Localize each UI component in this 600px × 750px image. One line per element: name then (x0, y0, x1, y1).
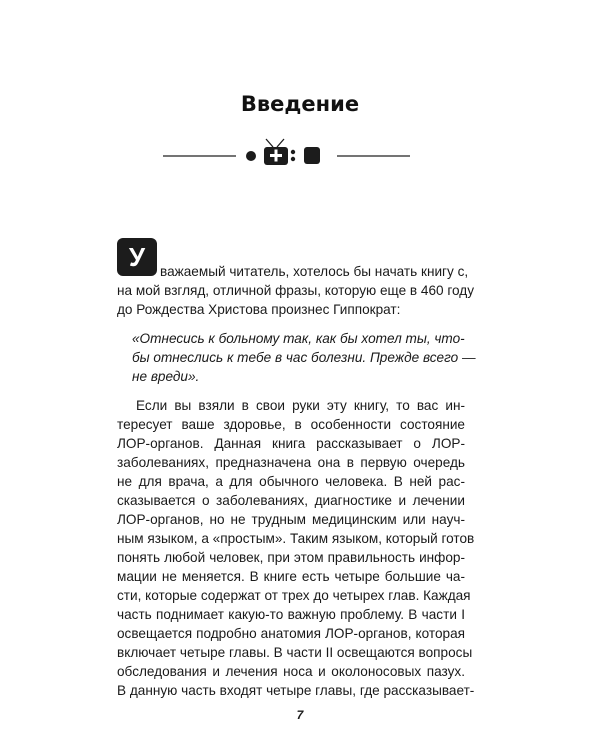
body-line: ным языком, а «простым». Таким языком, который готов (117, 531, 475, 546)
ornament-dot (246, 151, 256, 161)
body-line: часть поднимает какую-то важную проблему. В части I (117, 607, 465, 622)
body-line: тересует ваше здоровье, в особенности состояние (117, 417, 465, 432)
body-line: сказывается о заболеваниях, диагностике и лечении (117, 493, 465, 508)
body-line: освещается подробно анатомия ЛОР-органов, которая (117, 626, 465, 641)
body-line: включает четыре главы. В части II освещаются вопросы (117, 645, 473, 660)
ornament-square (304, 147, 320, 164)
body-line: ЛОР-органов, но не трудным медицинским или науч- (117, 512, 465, 527)
page-number: 7 (296, 708, 304, 722)
body-line: не для врача, а для обычного человека. В ней рас- (117, 474, 465, 489)
body-line: мации не меняется. В книге есть четыре большие ча- (117, 569, 465, 584)
tv-plus-icon (264, 139, 295, 165)
body-line: Если вы взяли в свои руки эту книгу, то вас ин- (136, 398, 465, 413)
body-line: ЛОР-органов. Данная книга рассказывает о ЛОР- (117, 436, 465, 451)
body-line: сти, которые содержат от трех до четырех глав. Каждая (117, 588, 471, 603)
chapter-title: Введение (240, 92, 360, 116)
quote-line: «Отнесись к больному так, как бы хотел ты, что- (132, 331, 465, 346)
chapter-ornament (160, 136, 420, 172)
quote-line: не вреди». (132, 369, 200, 384)
quote-line: бы отнеслись к тебе в час болезни. Прежде всего — (132, 350, 476, 365)
body-line: заболеваниях, предназначена она в первую очередь (117, 455, 465, 470)
drop-cap: У (117, 238, 157, 276)
body-line: В данную часть входят четыре главы, где рассказывает- (117, 683, 475, 698)
intro-line: важаемый читатель, хотелось бы начать книгу с, (160, 264, 469, 279)
intro-line: на мой взгляд, отличной фразы, которую еще в 460 году (117, 283, 475, 298)
body-line: понять любой человек, при этом правильность инфор- (117, 550, 465, 565)
intro-line: до Рождества Христова произнес Гиппократ: (117, 302, 401, 317)
body-line: обследования и лечения носа и околоносовых пазух. (117, 664, 465, 679)
